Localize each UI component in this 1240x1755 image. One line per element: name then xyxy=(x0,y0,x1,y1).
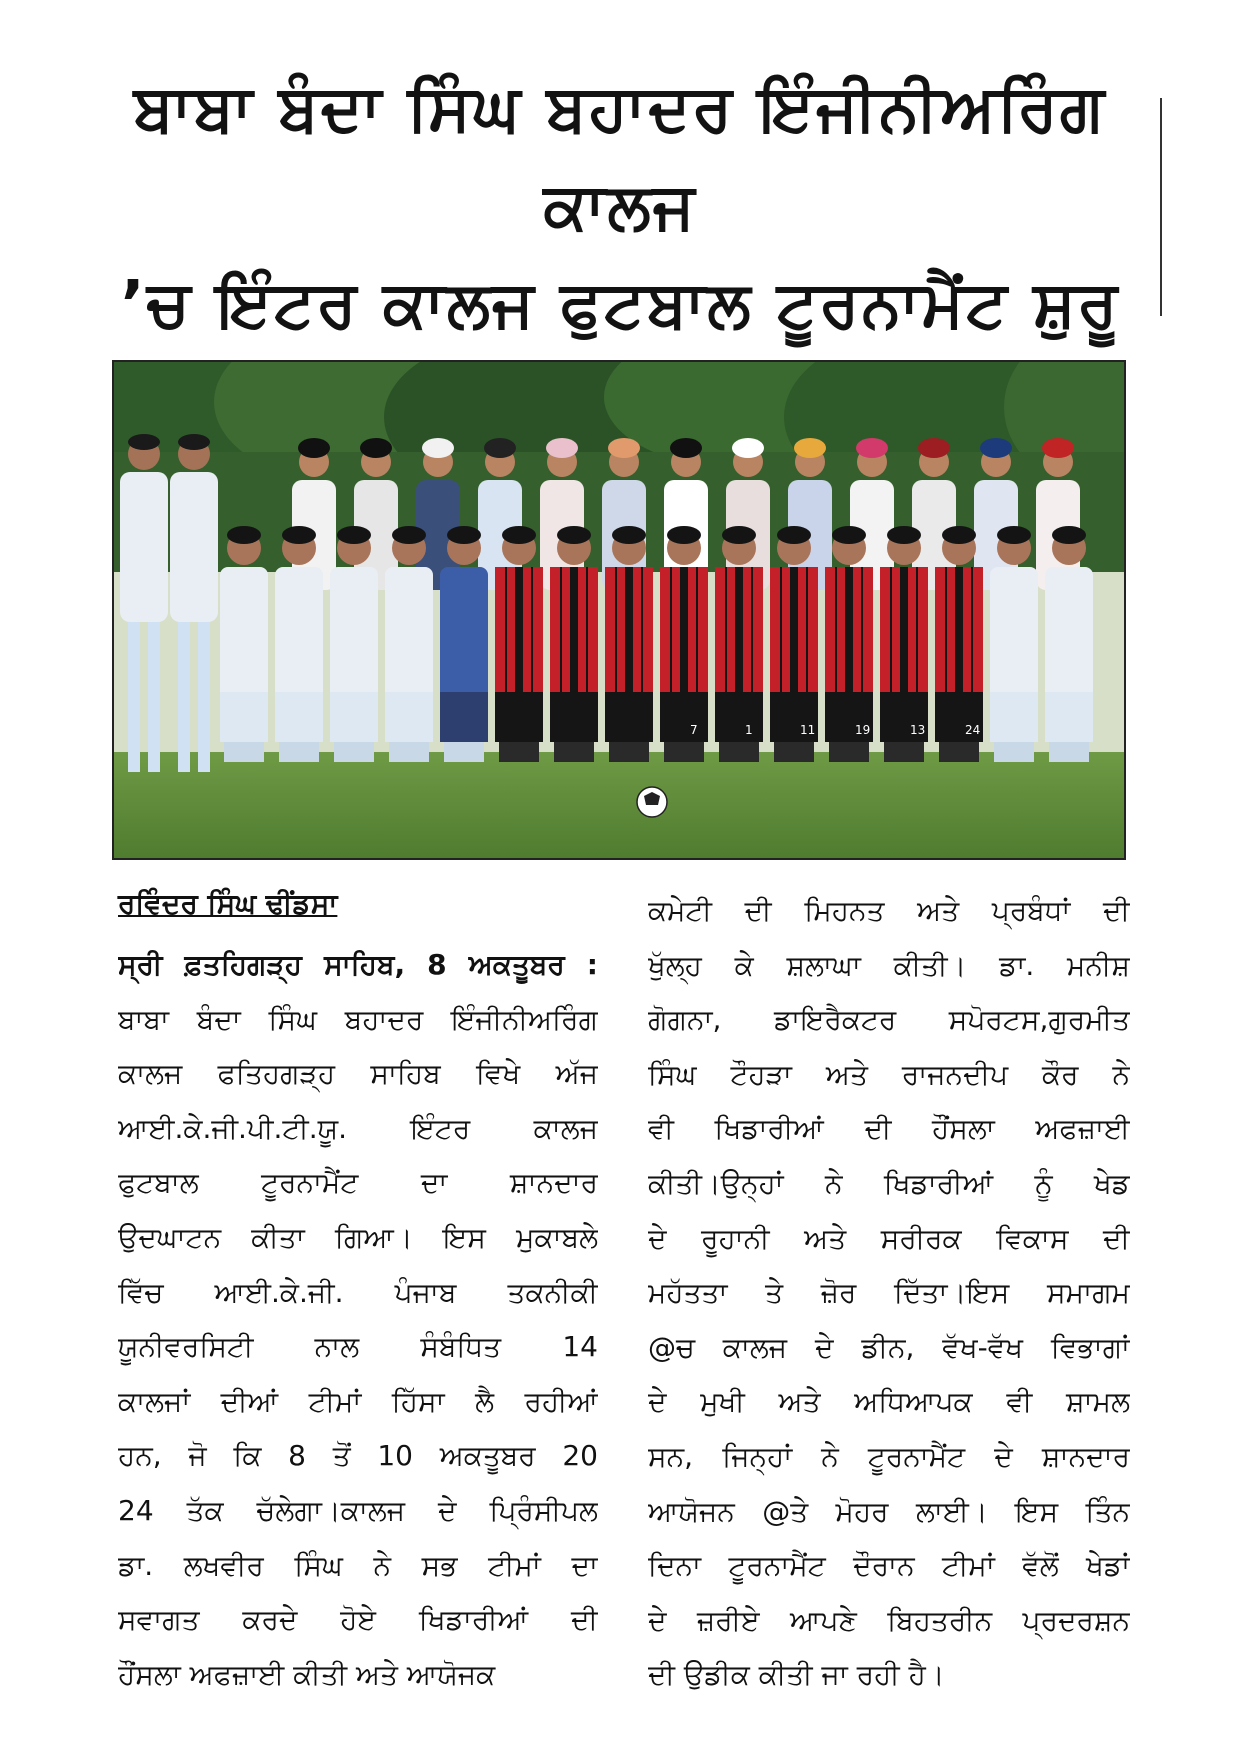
article-column-right xyxy=(648,884,1130,1703)
jersey-number: 19 xyxy=(855,723,871,737)
jersey-number: 13 xyxy=(910,723,926,737)
article-right-line: ਕੀਤੀ।ਉਨ੍ਹਾਂ ਨੇ ਖਿਡਾਰੀਆਂ ਨੂੰ ਖੇਡ xyxy=(648,1166,1130,1200)
team-photo-illustration xyxy=(114,362,1124,858)
article-right-line: ਸਿੰਘ ਟੌਹੜਾ ਅਤੇ ਰਾਜਨਦੀਪ ਕੌਰ ਨੇ xyxy=(648,1057,1130,1091)
article-left-line: ਬਾਬਾ ਬੰਦਾ ਸਿੰਘ ਬਹਾਦਰ ਇੰਜੀਨੀਅਰਿੰਗ xyxy=(118,1002,598,1036)
jersey-number: 11 xyxy=(800,723,816,737)
dateline: ਸ੍ਰੀ ਫ਼ਤਹਿਗੜ੍ਹ ਸਾਹਿਬ, 8 ਅਕਤੂਬਰ : xyxy=(118,948,598,981)
team-photo xyxy=(112,360,1126,860)
headline-line-1: ਬਾਬਾ ਬੰਦਾ ਸਿੰਘ ਬਹਾਦਰ ਇੰਜੀਨੀਅਰਿੰਗ ਕਾਲਜ xyxy=(133,72,1107,244)
article-left-line: ਆਈ.ਕੇ.ਜੀ.ਪੀ.ਟੀ.ਯੂ. ਇੰਟਰ ਕਾਲਜ xyxy=(118,1111,598,1145)
headline xyxy=(110,60,1130,354)
article-left-line: ਯੂਨੀਵਰਸਿਟੀ ਨਾਲ ਸੰਬੰਧਿਤ 14 xyxy=(118,1330,598,1364)
article-right-line: ਮਹੱਤਤਾ ਤੇ ਜ਼ੋਰ ਦਿੱਤਾ।ਇਸ ਸਮਾਗਮ xyxy=(648,1276,1130,1310)
article-column-left xyxy=(118,938,598,1702)
article-right-line: ਦੇ ਜ਼ਰੀਏ ਆਪਣੇ ਬਿਹਤਰੀਨ ਪ੍ਰਦਰਸ਼ਨ xyxy=(648,1603,1130,1637)
article-right-line: @ਚ ਕਾਲਜ ਦੇ ਡੀਨ, ਵੱਖ-ਵੱਖ ਵਿਭਾਗਾਂ xyxy=(648,1330,1130,1364)
article-left-line: ਫੁਟਬਾਲ ਟੂਰਨਾਮੈਂਟ ਦਾ ਸ਼ਾਨਦਾਰ xyxy=(118,1166,598,1200)
article-right-line: ਆਯੋਜਨ @ਤੇ ਮੋਹਰ ਲਾਈ। ਇਸ ਤਿੰਨ xyxy=(648,1494,1130,1528)
column-rule xyxy=(1160,98,1162,316)
article-left-line: ਵਿੱਚ ਆਈ.ਕੇ.ਜੀ. ਪੰਜਾਬ ਤਕਨੀਕੀ xyxy=(118,1275,598,1309)
article-right-line: ਸਨ, ਜਿਨ੍ਹਾਂ ਨੇ ਟੂਰਨਾਮੈਂਟ ਦੇ ਸ਼ਾਨਦਾਰ xyxy=(648,1439,1130,1473)
article-left-line: ਸਵਾਗਤ ਕਰਦੇ ਹੋਏ ਖਿਡਾਰੀਆਂ ਦੀ xyxy=(118,1603,598,1637)
article-left-line: ਹੌਂਸਲਾ ਅਫਜ਼ਾਈ ਕੀਤੀ ਅਤੇ ਆਯੋਜਕ xyxy=(118,1657,496,1691)
article-right-line: ਗੋਗਨਾ, ਡਾਇਰੈਕਟਰ ਸਪੋਰਟਸ,ਗੁਰਮੀਤ xyxy=(648,1003,1130,1037)
jersey-number: 1 xyxy=(745,723,753,737)
article-right-line: ਦੇ ਮੁਖੀ ਅਤੇ ਅਧਿਆਪਕ ਵੀ ਸ਼ਾਮਲ xyxy=(648,1385,1130,1419)
article-right-line: ਖੁੱਲ੍ਹ ਕੇ ਸ਼ਲਾਘਾ ਕੀਤੀ। ਡਾ. ਮਨੀਸ਼ xyxy=(648,948,1130,982)
article-left-line: 24 ਤੱਕ ਚੱਲੇਗਾ।ਕਾਲਜ ਦੇ ਪ੍ਰਿੰਸੀਪਲ xyxy=(118,1493,598,1527)
article-left-line: ਕਾਲਜ ਫਤਿਹਗੜ੍ਹ ਸਾਹਿਬ ਵਿਖੇ ਅੱਜ xyxy=(118,1057,598,1091)
article-left-line: ਹਨ, ਜੋ ਕਿ 8 ਤੋਂ 10 ਅਕਤੂਬਰ 20 xyxy=(118,1439,598,1473)
article-right-line: ਵੀ ਖਿਡਾਰੀਆਂ ਦੀ ਹੌਂਸਲਾ ਅਫਜ਼ਾਈ xyxy=(648,1112,1130,1146)
photo-grass xyxy=(114,752,1124,858)
article-right-line: ਕਮੇਟੀ ਦੀ ਮਿਹਨਤ ਅਤੇ ਪ੍ਰਬੰਧਾਂ ਦੀ xyxy=(648,894,1130,927)
article-left-line: ਕਾਲਜਾਂ ਦੀਆਂ ਟੀਮਾਂ ਹਿੱਸਾ ਲੈ ਰਹੀਆਂ xyxy=(118,1384,598,1418)
football xyxy=(637,787,667,817)
article-right-line: ਦਿਨਾ ਟੂਰਨਾਮੈਂਟ ਦੌਰਾਨ ਟੀਮਾਂ ਵੱਲੋਂ ਖੇਡਾਂ xyxy=(648,1549,1130,1583)
headline-line-2: ’ਚ ਇੰਟਰ ਕਾਲਜ ਫੁਟਬਾਲ ਟੂਰਨਾਮੈਂਟ ਸ਼ੁਰੂ xyxy=(120,268,1120,342)
article-right-line: ਦੀ ਉਡੀਕ ਕੀਤੀ ਜਾ ਰਹੀ ਹੈ। xyxy=(648,1658,945,1692)
byline: ਰਵਿੰਦਰ ਸਿੰਘ ਢੀਂਡਸਾ xyxy=(118,887,338,920)
article-left-line: ਉਦਘਾਟਨ ਕੀਤਾ ਗਿਆ। ਇਸ ਮੁਕਾਬਲੇ xyxy=(118,1220,598,1254)
jersey-number: 7 xyxy=(690,723,698,737)
article-left-line: ਡਾ. ਲਖਵੀਰ ਸਿੰਘ ਨੇ ਸਭ ਟੀਮਾਂ ਦਾ xyxy=(118,1548,598,1582)
jersey-number: 24 xyxy=(965,723,981,737)
article-right-line: ਦੇ ਰੂਹਾਨੀ ਅਤੇ ਸਰੀਰਕ ਵਿਕਾਸ ਦੀ xyxy=(648,1221,1130,1255)
